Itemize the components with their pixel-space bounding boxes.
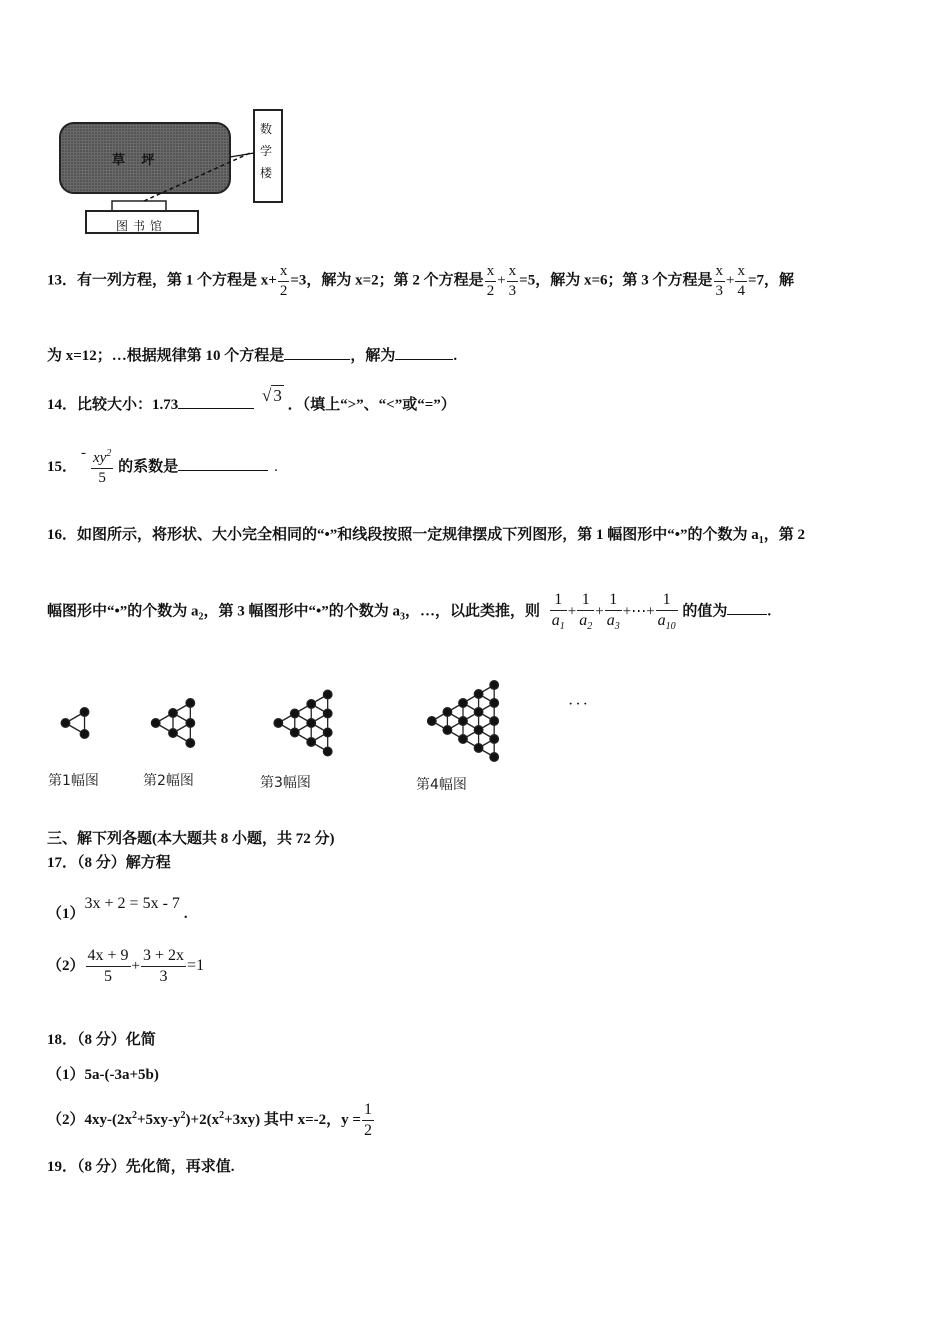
question-18-part2: $(2)4xy-(2x^2+5xy-y^2)+2(x^2+3xy)$ 其中 x=-2，y = $\frac{1}{2}$	[47, 1101, 372, 1139]
dot-pattern-figures	[45, 668, 605, 778]
answer-blank[interactable]	[727, 614, 767, 615]
pattern-dot	[169, 729, 178, 738]
campus-map-figure	[50, 105, 295, 240]
figure-ellipsis: ···	[568, 696, 590, 713]
question-19-head: 19．（8 分）先化简，再求值.	[47, 1159, 235, 1175]
question-15: 15．- $\frac{xy^2}{5}$ 的系数是 .	[47, 445, 278, 486]
answer-blank[interactable]	[395, 359, 453, 360]
sqrt-3: √ 3	[262, 386, 282, 405]
pattern-dot	[323, 709, 332, 718]
pattern-dot	[474, 690, 483, 699]
question-14: 14．比较大小：1.73 √ 3 ．（填上“>”、“<”或“=”）	[47, 386, 456, 413]
pattern-dot	[307, 738, 316, 747]
question-17-head: 17．（8 分）解方程	[47, 855, 171, 871]
question-16-line2: 幅图形中“•”的个数为 $a_2$，第 3 幅图形中“•”的个数为 $a_3$，…，以此类推，则 $\frac{1}{a_1}$ + $\frac{1}{a_2}$ + $\frac{1}{a_3}$ +⋯+ $\frac{1}{a_{10}}$ 的值为 .	[47, 591, 772, 633]
pattern-dot	[323, 690, 332, 699]
question-18-head: 18．（8 分）化简	[47, 1032, 156, 1048]
pattern-dot	[459, 717, 468, 726]
pattern-dot	[61, 719, 70, 728]
pattern-dot	[274, 719, 283, 728]
section-title: 三、解下列各题(本大题共 8 小题，共 72 分)	[47, 831, 335, 847]
pattern-dot	[186, 719, 195, 728]
answer-blank[interactable]	[284, 359, 350, 360]
answer-blank[interactable]	[178, 408, 254, 409]
pattern-dot	[80, 730, 89, 739]
pattern-dot	[290, 728, 299, 737]
pattern-dot	[490, 699, 499, 708]
pattern-dot	[459, 699, 468, 708]
pattern-dot	[490, 753, 499, 762]
pattern-dot	[80, 708, 89, 717]
pattern-dot	[323, 728, 332, 737]
library-label: 图书馆	[116, 219, 168, 233]
pattern-dot	[290, 709, 299, 718]
pattern-dot	[474, 726, 483, 735]
library-step	[112, 201, 166, 211]
question-16-line1: 16．如图所示，将形状、大小完全相同的“•”和线段按照一定规律摆成下列图形，第 1 幅图形中“•”的个数为 $a_1$，第 2	[47, 527, 806, 546]
pattern-dot	[474, 744, 483, 753]
question-17-part1: （1）3x + 2 = 5x - 7.	[47, 895, 188, 922]
pattern-dot	[474, 708, 483, 717]
pattern-dot	[490, 717, 499, 726]
pattern-dot	[443, 708, 452, 717]
pattern-dot	[443, 726, 452, 735]
pattern-dot	[323, 747, 332, 756]
pattern-dot	[169, 709, 178, 718]
figure-caption-4: 第4幅图	[416, 777, 467, 793]
question-18-part1: （1）5a-(-3a+5b)	[47, 1067, 159, 1083]
pattern-dot	[186, 699, 195, 708]
answer-blank[interactable]	[178, 470, 268, 471]
question-17-part2: （2） $\frac{4x + 9}{5}$ + $\frac{3 + 2x}{3}$ =1	[47, 947, 205, 985]
pattern-dot	[151, 719, 160, 728]
figure-caption-3: 第3幅图	[260, 775, 311, 791]
pattern-dot	[307, 719, 316, 728]
question-13-line2: 为 x=12；…根据规律第 10 个方程是 ，解为 .	[47, 348, 458, 364]
pattern-dot	[490, 681, 499, 690]
figure-caption-2: 第2幅图	[143, 773, 194, 789]
lawn-label: 草 坪	[112, 153, 161, 168]
pattern-dot	[307, 700, 316, 709]
pattern-dot	[186, 739, 195, 748]
pattern-dot	[490, 735, 499, 744]
pattern-dot	[428, 717, 437, 726]
figure-caption-1: 第1幅图	[48, 773, 99, 789]
question-13-line1: 13．有一列方程，第 1 个方程是 x+ $\frac{x}{2}$ =3，解为 x=2；第 2 个方程是 $\frac{x}{2}$ + $\frac{x}{3}$ =5，解为 x=6；第 3 个方程是 $\frac{x}{3}$ + $\frac{x}{4}$ =7，解	[47, 263, 795, 299]
math-building-label: 数学楼	[260, 122, 273, 180]
pattern-dot	[459, 735, 468, 744]
